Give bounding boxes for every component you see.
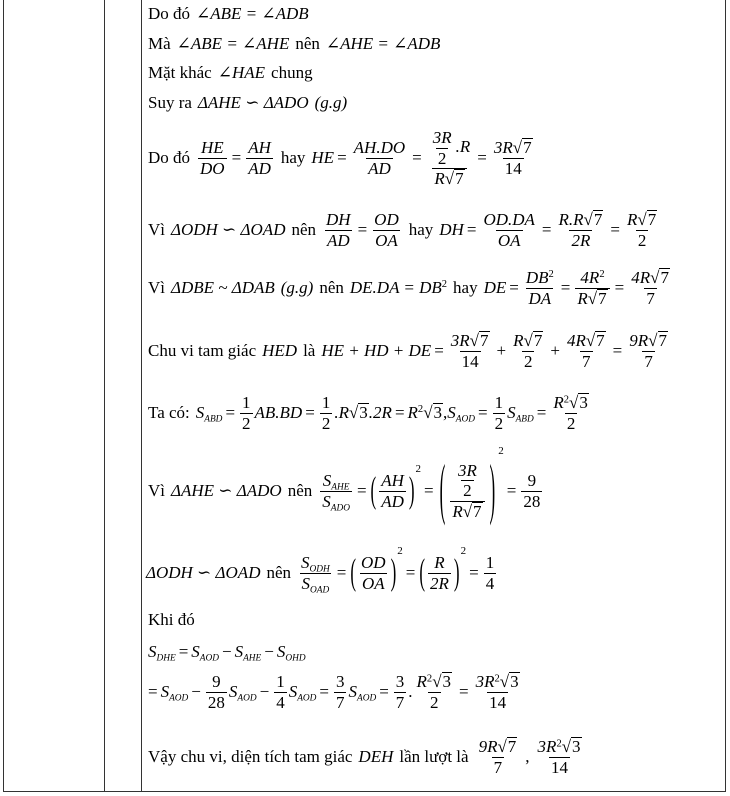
fraction: $\frac{1}{2}$ <box>321 393 331 433</box>
math-expr: ΔODH ∽ ΔOAD <box>171 220 286 240</box>
fraction: $\frac{OD}{OA}$ <box>374 210 399 250</box>
exponent: 2 <box>498 445 504 457</box>
fraction: R √ 7 2 <box>513 331 543 371</box>
line-4 <box>148 93 347 113</box>
fraction: $\frac{R}{2R}$ <box>430 553 449 593</box>
math-expr: ∠HAE <box>217 63 266 82</box>
text: nên <box>266 563 292 583</box>
math-expr: ΔAHE ∽ ΔADO <box>197 93 309 112</box>
text: Vậy chu vi, diện tích tam giác <box>148 747 353 767</box>
line-5: Do đó $\frac{HE}{DO}$ = $\frac{AH}{AD}$ hay HE = $\frac{AH.DO}{AD}$ = $\frac{3R}{2}$ .R R √ 7 = 3R √ 7 14 <box>148 128 537 189</box>
text: hay <box>280 148 306 168</box>
math-expr: HE <box>311 148 335 168</box>
text: lần lượt là <box>399 747 469 767</box>
text: Mặt khác <box>148 63 212 82</box>
math-expr: ΔDBE ~ ΔDAB <box>171 278 275 298</box>
text: Ta có: <box>148 403 190 423</box>
text: Do đó <box>148 4 191 23</box>
line-9: Ta có: $S_{ABD}$ = $\frac{1}{2}$ AB.BD = $\frac{1}{2}$ .R √ 3 .2R = $R^2$ √ 3 , $S_{AOD}$ = $\frac{1}{2}$ $S_{ABD}$ = $R^2$ √ 3 2 <box>148 393 593 433</box>
text: hay <box>408 220 434 240</box>
math-expr: ΔODH ∽ ΔOAD <box>146 563 261 583</box>
math-expr: DE <box>483 278 507 298</box>
text: Vì <box>148 278 165 298</box>
math-expr: $S_{OHD}$ <box>276 642 306 664</box>
exponent: 2 <box>460 545 467 558</box>
math-expr: HE + HD + DE <box>321 341 432 361</box>
text: nên <box>291 220 317 240</box>
math-expr: $S_{AOD}$ <box>160 682 189 704</box>
math-expr: DEH <box>358 747 394 767</box>
fraction: $\frac{9}{28}$ <box>207 672 225 712</box>
comma: , <box>525 747 530 767</box>
math-expr: $S_{AOD}$ <box>288 682 317 704</box>
math-expr: .2R <box>368 403 392 423</box>
text: nên <box>295 34 320 53</box>
line-13: $S_{DHE}$ = $S_{AOD}$ − $S_{AHE}$ − $S_{OHD}$ <box>148 642 306 664</box>
fraction: R √ 7 2 <box>626 210 657 250</box>
fraction: $3R^2$ √ 3 14 <box>475 672 519 712</box>
text: nên <box>287 481 313 500</box>
fraction: $\frac{3R}{2}$ R √ 7 <box>450 461 484 522</box>
text: Chu vi tam giác <box>148 341 257 361</box>
math-expr: ∠ABE = ∠AHE <box>176 34 290 53</box>
fraction: 4R √ 7 7 <box>566 331 605 371</box>
math-expr: AB.BD <box>254 403 303 423</box>
text: Mà <box>148 34 171 53</box>
fraction: 3R √ 7 14 <box>450 331 489 371</box>
line-12 <box>148 610 195 630</box>
math-expr: $DE.DA = DB^2$ <box>349 278 448 298</box>
math-expr: $S_{ABD}$ <box>195 403 223 425</box>
fraction: $\frac{DH}{AD}$ <box>326 210 351 250</box>
fraction: 9R √ 7 7 <box>629 331 667 371</box>
line-6: Vì ΔODH ∽ ΔOAD nên $\frac{DH}{AD}$ = $\frac{OD}{OA}$ hay DH = $\frac{OD.DA}{OA}$ = R.R √ 7 2R = R √ 7 2 <box>148 210 661 250</box>
fraction: $\frac{AH.DO}{AD}$ <box>353 138 406 178</box>
text: hay <box>453 278 478 298</box>
fraction: $\frac{9}{28}$ <box>523 470 541 511</box>
math-expr: $S_{AOD}$ <box>228 682 257 704</box>
text: chung <box>271 63 313 82</box>
text: Vì <box>148 481 165 500</box>
comma: , <box>443 403 448 423</box>
math-expr: $S_{AOD}$ <box>191 642 219 664</box>
fraction: $\frac{1}{4}$ <box>485 553 495 593</box>
line-1 <box>148 4 309 24</box>
exponent: 2 <box>415 463 422 475</box>
math-expr: ∠AHE = ∠ADB <box>325 34 441 53</box>
fraction: $\frac{OD}{OA}$ <box>361 553 386 593</box>
fraction: $R^2$ √ 3 2 <box>416 672 452 712</box>
math-expr: $R^2$ <box>407 403 424 423</box>
math-expr: $S_{AHE}$ <box>234 642 262 664</box>
table-column-divider <box>104 0 105 792</box>
table-column-divider <box>141 0 142 792</box>
math-expr: DH <box>439 220 464 240</box>
line-7: Vì ΔDBE ~ ΔDAB (g.g) nên $DE.DA = DB^2$ hay DE = $\frac{DB^2}{DA}$ = $4R^2$ R √ 7 = 4R √ 7 7 <box>148 268 674 308</box>
fraction: $\frac{S_{AHE}}{S_{ADO}}$ <box>322 470 350 513</box>
math-expr: ΔAHE ∽ ΔADO <box>171 481 282 500</box>
fraction: $\frac{S_{ODH}}{S_{OAD}}$ <box>301 553 330 595</box>
math-expr: $S_{DHE}$ <box>148 642 176 664</box>
fraction: $4R^2$ R √ 7 <box>575 268 609 308</box>
exponent: 2 <box>397 545 403 558</box>
text: nên <box>319 278 344 298</box>
math-note: (g.g) <box>314 93 348 112</box>
fraction: $R^2$ √ 3 2 <box>553 393 588 433</box>
math-expr: .R <box>334 403 349 423</box>
fraction: $\frac{1}{2}$ <box>494 393 504 433</box>
math-expr: ∠ABE = ∠ADB <box>196 4 309 23</box>
text: Khi đó <box>148 610 195 629</box>
fraction: 4R √ 7 7 <box>631 268 669 308</box>
text: là <box>303 341 316 361</box>
fraction: $\frac{AH}{AD}$ <box>381 470 404 511</box>
line-14: = $S_{AOD}$ − $\frac{9}{28}$ $S_{AOD}$ − $\frac{1}{4}$ $S_{AOD}$ = $\frac{3}{7}$ $S_{AOD}$ = $\frac{3}{7}$ . $R^2$ √ 3 2 = $3R^2$ √ 3 14 <box>148 672 524 712</box>
text: Vì <box>148 220 165 240</box>
math-expr: $S_{AOD}$ <box>447 403 475 425</box>
fraction: R.R √ 7 2R <box>558 210 603 250</box>
math-expr: HED <box>262 341 298 361</box>
math-note: (g.g) <box>280 278 314 298</box>
sqrt: √ 3 <box>348 403 368 423</box>
fraction: $\frac{3}{7}$ <box>335 672 345 712</box>
line-2 <box>148 34 440 54</box>
line-15 <box>148 737 586 777</box>
fraction: $\frac{1}{2}$ <box>242 393 251 433</box>
line-8: Chu vi tam giác HED là HE + HD + DE = 3R √ 7 14 + R √ 7 2 + 4R √ 7 7 = 9R √ 7 7 <box>148 331 672 371</box>
line-11: ΔODH ∽ ΔOAD nên $\frac{S_{ODH}}{S_{OAD}}$ = ( $\frac{OD}{OA}$ ) 2 = ( $\frac{R}{2R}$ ) 2 = $\frac{1}{4}$ <box>146 545 495 595</box>
fraction: $\frac{3}{7}$ <box>395 672 405 712</box>
fraction: $\frac{1}{4}$ <box>276 672 285 712</box>
text: Do đó <box>148 148 191 168</box>
fraction: $\frac{DB^2}{DA}$ <box>525 268 554 308</box>
line-10: Vì ΔAHE ∽ ΔADO nên $\frac{S_{AHE}}{S_{ADO}}$ = ( $\frac{AH}{AD}$ ) 2 = ( $\frac{3R}{2}$ R √ 7 ) 2 = $\frac{9}{28}$ <box>148 445 541 527</box>
fraction: $3R^2$ √ 3 14 <box>537 737 581 777</box>
fraction: $\frac{3R}{2}$ .R R √ 7 <box>432 128 471 189</box>
fraction: $\frac{OD.DA}{OA}$ <box>483 210 535 250</box>
math-expr: $S_{ABD}$ <box>507 403 534 425</box>
fraction: 9R √ 7 7 <box>478 737 517 777</box>
fraction: $\frac{AH}{AD}$ <box>248 138 271 178</box>
fraction: $\frac{HE}{DO}$ <box>200 138 225 178</box>
text: Suy ra <box>148 93 192 112</box>
line-3 <box>148 63 313 83</box>
fraction: 3R √ 7 14 <box>493 138 532 178</box>
sqrt: √ 3 <box>423 403 443 423</box>
math-expr: $S_{AOD}$ <box>348 682 377 704</box>
